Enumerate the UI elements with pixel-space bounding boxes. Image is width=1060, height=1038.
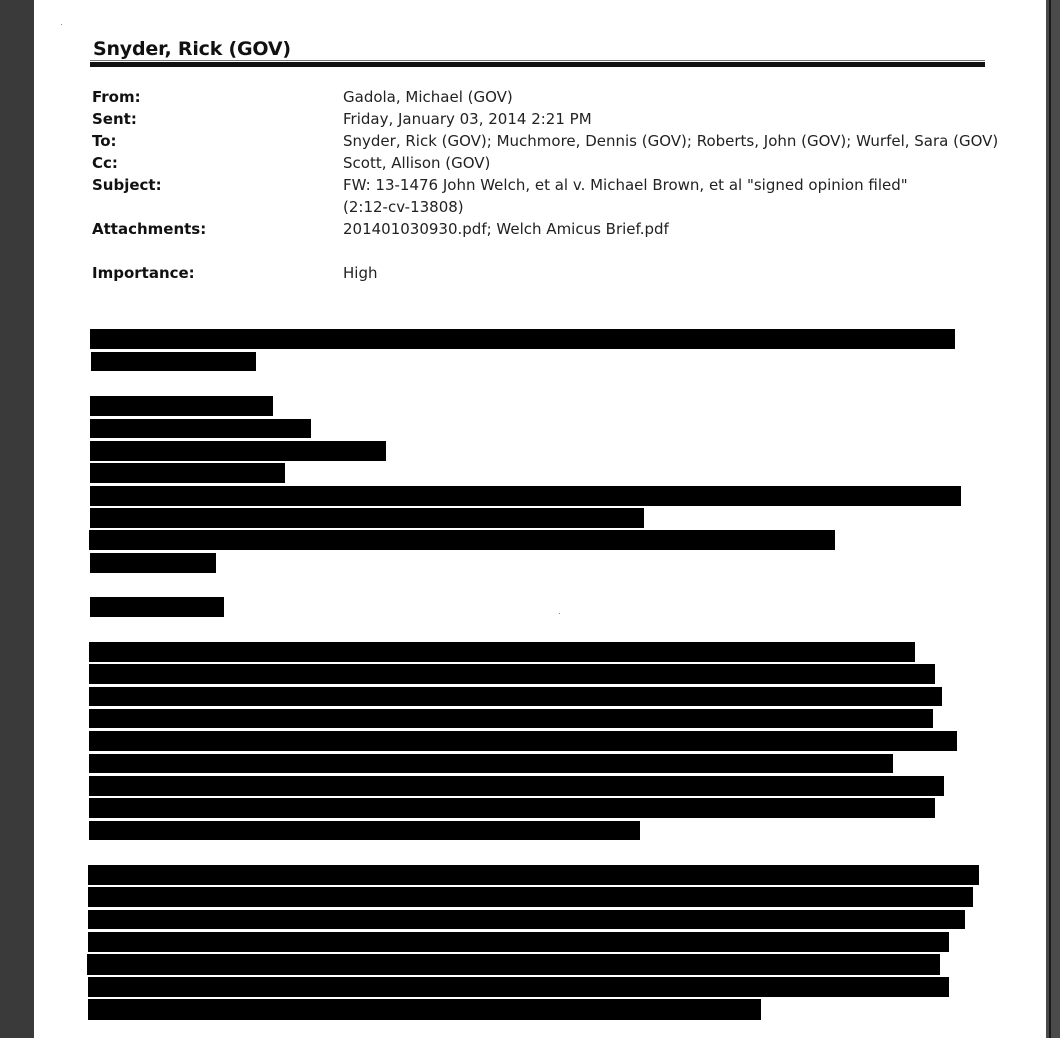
redaction-bar: [90, 597, 224, 617]
to-value: Snyder, Rick (GOV); Muchmore, Dennis (GOV); Roberts, John (GOV); Wurfel, Sara (GOV): [343, 132, 999, 150]
sent-value: Friday, January 03, 2014 2:21 PM: [343, 110, 592, 128]
subject-value: FW: 13-1476 John Welch, et al v. Michael Brown, et al "signed opinion filed" (2:12-cv-13808): [343, 176, 908, 216]
redaction-bar: [89, 687, 942, 706]
scan-speck: [61, 24, 62, 25]
to-label: To:: [92, 132, 117, 150]
cc-value: Scott, Allison (GOV): [343, 154, 491, 172]
redaction-bar: [89, 754, 893, 773]
attachments-value: 201401030930.pdf; Welch Amicus Brief.pdf: [343, 220, 669, 238]
redaction-bar: [90, 419, 311, 438]
redaction-bar: [88, 977, 949, 997]
redaction-bar: [90, 329, 955, 349]
cc-label: Cc:: [92, 154, 118, 172]
redaction-bar: [90, 396, 273, 416]
redaction-bar: [88, 910, 965, 929]
redaction-bar: [87, 954, 940, 975]
subject-label: Subject:: [92, 176, 162, 194]
redaction-bar: [90, 486, 961, 506]
importance-label: Importance:: [92, 264, 195, 282]
redaction-bar: [89, 776, 944, 796]
document-page: [34, 0, 1046, 1038]
redaction-bar: [89, 731, 957, 751]
redaction-bar: [88, 932, 949, 952]
redaction-bar: [90, 441, 386, 461]
sent-label: Sent:: [92, 110, 137, 128]
importance-value: High: [343, 264, 378, 282]
from-label: From:: [92, 88, 141, 106]
redaction-bar: [89, 664, 935, 684]
redaction-bar: [89, 709, 933, 728]
title-rule: [90, 62, 985, 67]
redaction-bar: [88, 887, 973, 907]
redaction-bar: [89, 642, 915, 662]
redaction-bar: [90, 553, 216, 573]
redaction-bar: [91, 352, 256, 371]
redaction-bar: [90, 508, 644, 528]
page-title: Snyder, Rick (GOV): [93, 38, 291, 60]
redaction-bar: [89, 821, 640, 840]
redaction-bar: [88, 865, 979, 885]
viewer-edge-line: [1049, 0, 1051, 1038]
from-value: Gadola, Michael (GOV): [343, 88, 513, 106]
redaction-bar: [89, 798, 935, 818]
scan-speck: [559, 613, 560, 614]
attachments-label: Attachments:: [92, 220, 207, 238]
redaction-bar: [89, 530, 835, 550]
redaction-bar: [90, 463, 285, 483]
redaction-bar: [88, 999, 761, 1020]
title-rule-thin: [90, 60, 985, 61]
